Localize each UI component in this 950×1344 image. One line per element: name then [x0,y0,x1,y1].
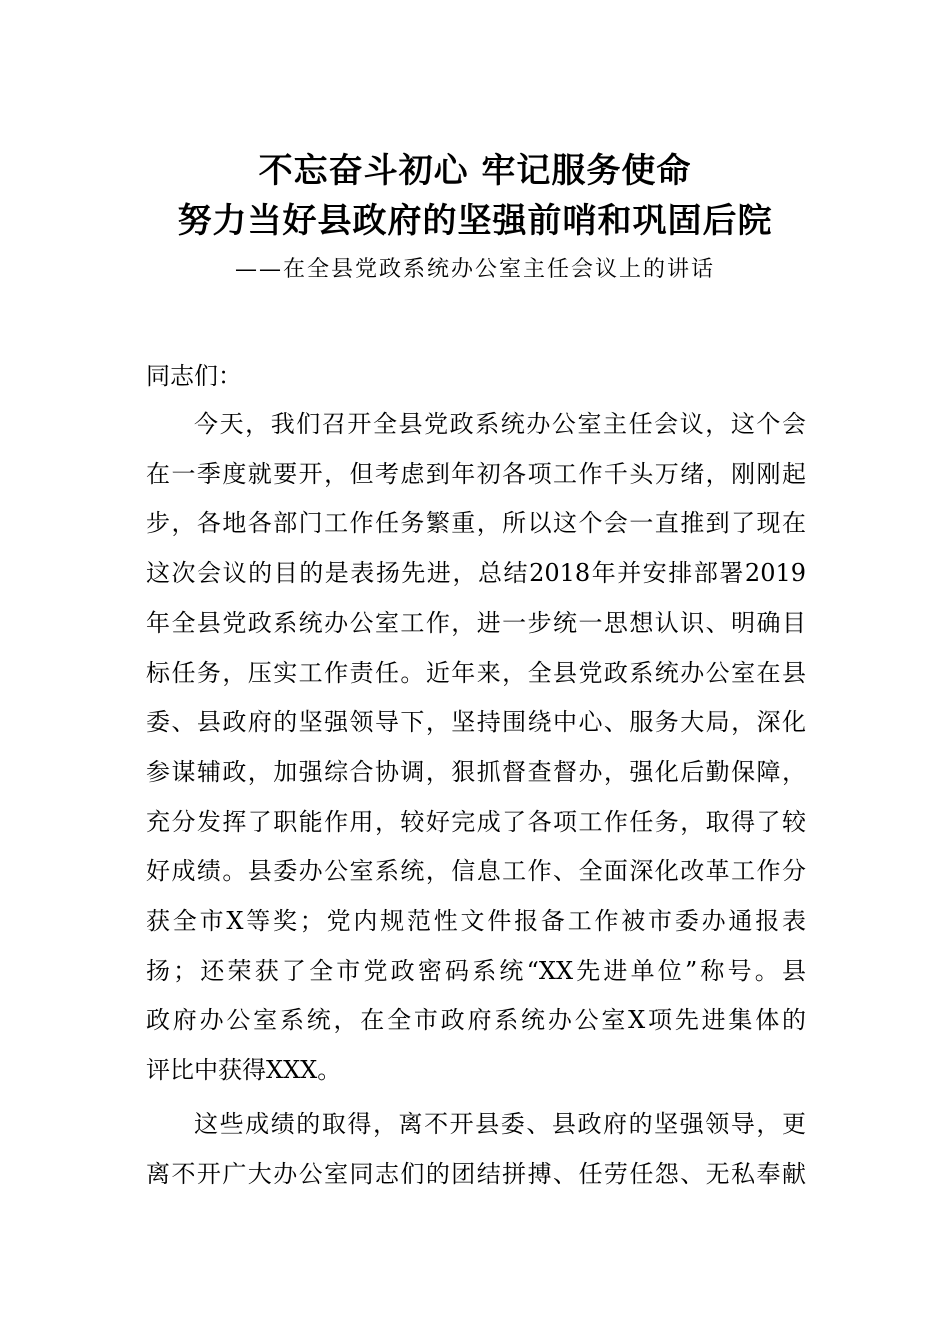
paragraph-1-line-3: 步，各地各部门工作任务繁重，所以这个会一直推到了现在 [146,509,806,537]
paragraph-1-line-11: 获全市X等奖；党内规范性文件报备工作被市委办通报表 [146,907,806,935]
paragraph-1-line-4: 这次会议的目的是表扬先进，总结2018年并安排部署2019 [146,559,806,587]
paragraph-2-line-1: 这些成绩的取得，离不开县委、县政府的坚强领导，更 [194,1110,806,1138]
document-title-line-1: 不忘奋斗初心 牢记服务使命 [258,151,692,191]
paragraph-1-line-6: 标任务，压实工作责任。近年来，全县党政系统办公室在县 [146,659,806,687]
paragraph-1-line-12: 扬；还荣获了全市党政密码系统“XX先进单位”称号。县 [146,957,806,985]
document-title-line-2: 努力当好县政府的坚强前哨和巩固后院 [177,201,773,241]
paragraph-1-line-9: 充分发挥了职能作用，较好完成了各项工作任务，取得了较 [146,808,806,836]
paragraph-1-line-13: 政府办公室系统，在全市政府系统办公室X项先进集体的 [146,1006,806,1034]
document-subtitle: ——在全县党政系统办公室主任会议上的讲话 [234,257,715,282]
paragraph-1-line-1: 今天，我们召开全县党政系统办公室主任会议，这个会 [194,410,806,438]
paragraph-1-line-14: 评比中获得XXX。 [146,1056,342,1084]
paragraph-1-line-8: 参谋辅政，加强综合协调，狠抓督查督办，强化后勤保障， [146,758,806,786]
paragraph-1-line-7: 委、县政府的坚强领导下，坚持围绕中心、服务大局，深化 [146,708,806,736]
paragraph-2-line-2: 离不开广大办公室同志们的团结拼搏、任劳任怨、无私奉献 [146,1160,806,1188]
paragraph-1-line-5: 年全县党政系统办公室工作，进一步统一思想认识、明确目 [146,609,806,637]
paragraph-1-line-10: 好成绩。县委办公室系统，信息工作、全面深化改革工作分 [146,857,806,885]
paragraph-1-line-2: 在一季度就要开，但考虑到年初各项工作千头万绪，刚刚起 [146,460,806,488]
salutation: 同志们： [146,362,242,390]
